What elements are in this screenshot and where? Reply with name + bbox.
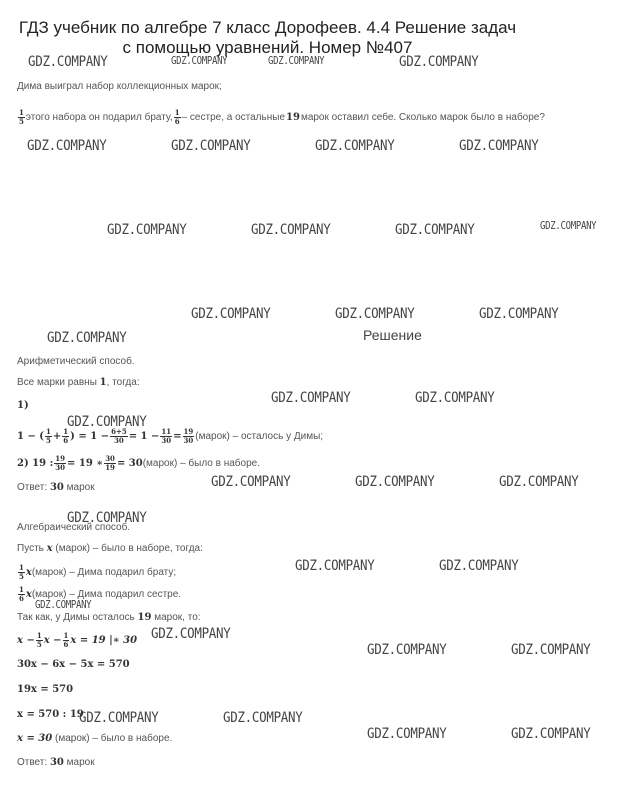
step2-expression: 2) 19 : $\frac{19}{30}$ = 19 ∗ $\frac{30}{19}$ = 30 (марок) – было в наборе.: [17, 454, 260, 472]
watermark: GDZ.COMPANY: [67, 412, 147, 430]
let-x-line: Пусть x (марок) – было в наборе, тогда:: [17, 543, 203, 554]
step1-expression: 1 − ( $\frac{1}{5}$ + $\frac{1}{6}$ ) = 1 − $\frac{6+5}{30}$ = 1 − $\frac{11}{30}$ = $\frac{19}{30}$ (марок) – осталось у Димы;: [17, 427, 324, 445]
watermark: GDZ.COMPANY: [367, 724, 447, 742]
equation-5: x = 30 (марок) – было в наборе.: [17, 733, 173, 744]
watermark: GDZ.COMPANY: [271, 388, 351, 406]
watermark: GDZ.COMPANY: [295, 556, 375, 574]
equation-1: x − $\frac{1}{5}$ x − $\frac{1}{6}$ x = 19 |∗ 30: [17, 631, 138, 649]
answer-1: Ответ: 30 марок: [17, 482, 95, 493]
equation-3: 19x = 570: [17, 684, 74, 695]
answer-2: Ответ: 30 марок: [17, 757, 95, 768]
watermark: GDZ.COMPANY: [395, 220, 475, 238]
arithmetic-method-title: Арифметический способ.: [17, 356, 135, 367]
watermark: GDZ.COMPANY: [107, 220, 187, 238]
watermark: GDZ.COMPANY: [191, 304, 271, 322]
fraction-one-sixth: $\frac{1}{6}$: [174, 108, 180, 126]
brother-line: $\frac{1}{5}$ x (марок) – Дима подарил брату;: [19, 563, 177, 581]
watermark: GDZ.COMPANY: [67, 508, 147, 526]
watermark: GDZ.COMPANY: [479, 304, 559, 322]
watermark: GDZ.COMPANY: [399, 52, 479, 70]
fraction-one-fifth: $\frac{1}{5}$: [19, 108, 24, 126]
watermark: GDZ.COMPANY: [415, 388, 495, 406]
watermark: GDZ.COMPANY: [223, 708, 303, 726]
since-line: Так как, у Димы осталось 19 марок, то:: [17, 612, 201, 623]
watermark: GDZ.COMPANY: [367, 640, 447, 658]
watermark: GDZ.COMPANY: [211, 472, 291, 490]
algebraic-method-title: Алгебраический способ.: [17, 522, 131, 533]
solution-heading: Решение: [363, 327, 422, 343]
watermark: GDZ.COMPANY: [171, 56, 228, 68]
page-title-line-1: ГДЗ учебник по алгебре 7 класс Дорофеев. 4.4 Решение задач: [18, 18, 517, 37]
watermark: GDZ.COMPANY: [511, 640, 591, 658]
watermark: GDZ.COMPANY: [459, 136, 539, 154]
watermark: GDZ.COMPANY: [79, 708, 159, 726]
watermark: GDZ.COMPANY: [47, 328, 127, 346]
equation-2: 30x − 6x − 5x = 570: [17, 659, 130, 670]
watermark: GDZ.COMPANY: [540, 221, 597, 233]
watermark: GDZ.COMPANY: [28, 52, 108, 70]
watermark: GDZ.COMPANY: [268, 56, 325, 68]
watermark: GDZ.COMPANY: [439, 556, 519, 574]
watermark: GDZ.COMPANY: [335, 304, 415, 322]
watermark: GDZ.COMPANY: [151, 624, 231, 642]
sister-line: $\frac{1}{6}$ x (марок) – Дима подарил сестре.: [19, 585, 182, 603]
watermark: GDZ.COMPANY: [499, 472, 579, 490]
page-title-line-2: с помощью уравнений. Номер №407: [122, 38, 413, 57]
task-line-1: Дима выиграл набор коллекционных марок;: [17, 81, 222, 92]
watermark: GDZ.COMPANY: [315, 136, 395, 154]
watermark: GDZ.COMPANY: [355, 472, 435, 490]
watermark: GDZ.COMPANY: [511, 724, 591, 742]
task-line-2: $\frac{1}{5}$ этого набора он подарил брату, $\frac{1}{6}$ – сестре, а остальные 19 марок оставил себе. Сколько марок было в наборе?: [19, 108, 545, 126]
watermark: GDZ.COMPANY: [251, 220, 331, 238]
watermark: GDZ.COMPANY: [27, 136, 107, 154]
watermark: GDZ.COMPANY: [35, 600, 92, 612]
equation-4: x = 570 : 19: [17, 709, 84, 720]
watermark: GDZ.COMPANY: [171, 136, 251, 154]
all-equal-line: Все марки равны 1, тогда:: [17, 377, 140, 388]
step1-label: 1): [17, 400, 29, 411]
